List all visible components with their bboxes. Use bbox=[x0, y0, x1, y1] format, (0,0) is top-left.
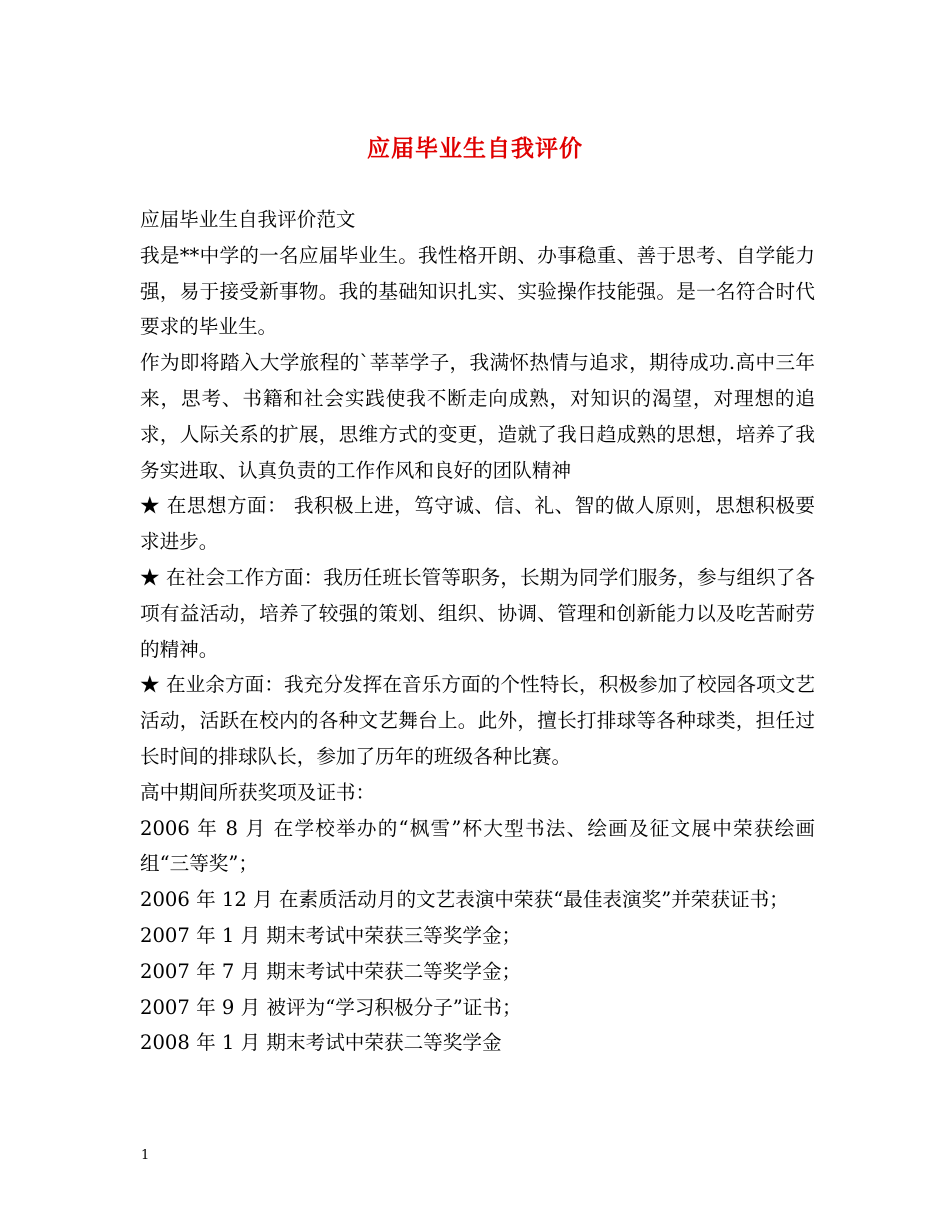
document-body bbox=[140, 202, 815, 1061]
paragraph-leisure: ★ 在业余方面：我充分发挥在音乐方面的个性特长，积极参加了校园各项文艺活动，活跃在校内的各种文艺舞台上。此外，擅长打排球等各种球类，担任过长时间的排球队长，参加了历年的班级各种比赛。 bbox=[140, 673, 815, 768]
document-title: 应届毕业生自我评价 bbox=[367, 136, 583, 162]
paragraph-aspiration: 作为即将踏入大学旅程的`莘莘学子，我满怀热情与追求，期待成功.高中三年来，思考、书籍和社会实践使我不断走向成熟，对知识的渴望，对理想的追求，人际关系的扩展，思维方式的变更，造就了我日趋成熟的思想，培养了我务实进取、认真负责的工作作风和良好的团队精神 bbox=[140, 351, 815, 482]
paragraph-thought: ★ 在思想方面： 我积极上进，笃守诚、信、礼、智的做人原则，思想积极要求进步。 bbox=[140, 494, 815, 554]
awards-heading: 高中期间所获奖项及证书： bbox=[140, 780, 376, 804]
award-item: 2008 年 1 月 期末考试中荣获二等奖学金 bbox=[140, 1031, 502, 1055]
award-item: 2006 年 12 月 在素质活动月的文艺表演中荣获“最佳表演奖”并荣获证书； bbox=[140, 888, 789, 912]
paragraph-social-work: ★ 在社会工作方面：我历任班长管等职务，长期为同学们服务，参与组织了各项有益活动，培养了较强的策划、组织、协调、管理和创新能力以及吃苦耐劳的精神。 bbox=[140, 565, 815, 661]
paragraph-subtitle: 应届毕业生自我评价范文 bbox=[140, 208, 356, 231]
paragraph-intro: 我是**中学的一名应届毕业生。我性格开朗、办事稳重、善于思考、自学能力强，易于接受新事物。我的基础知识扎实、实验操作技能强。是一名符合时代要求的毕业生。 bbox=[140, 243, 815, 339]
award-item: 2007 年 9 月 被评为“学习积极分子”证书； bbox=[140, 995, 522, 1019]
award-item: 2007 年 1 月 期末考试中荣获三等奖学金； bbox=[140, 923, 522, 947]
page-number: 1 bbox=[141, 1148, 150, 1163]
award-item: 2006 年 8 月 在学校举办的“枫雪”杯大型书法、绘画及征文展中荣获绘画组“三等奖”； bbox=[140, 816, 815, 876]
award-item: 2007 年 7 月 期末考试中荣获二等奖学金； bbox=[140, 959, 522, 983]
